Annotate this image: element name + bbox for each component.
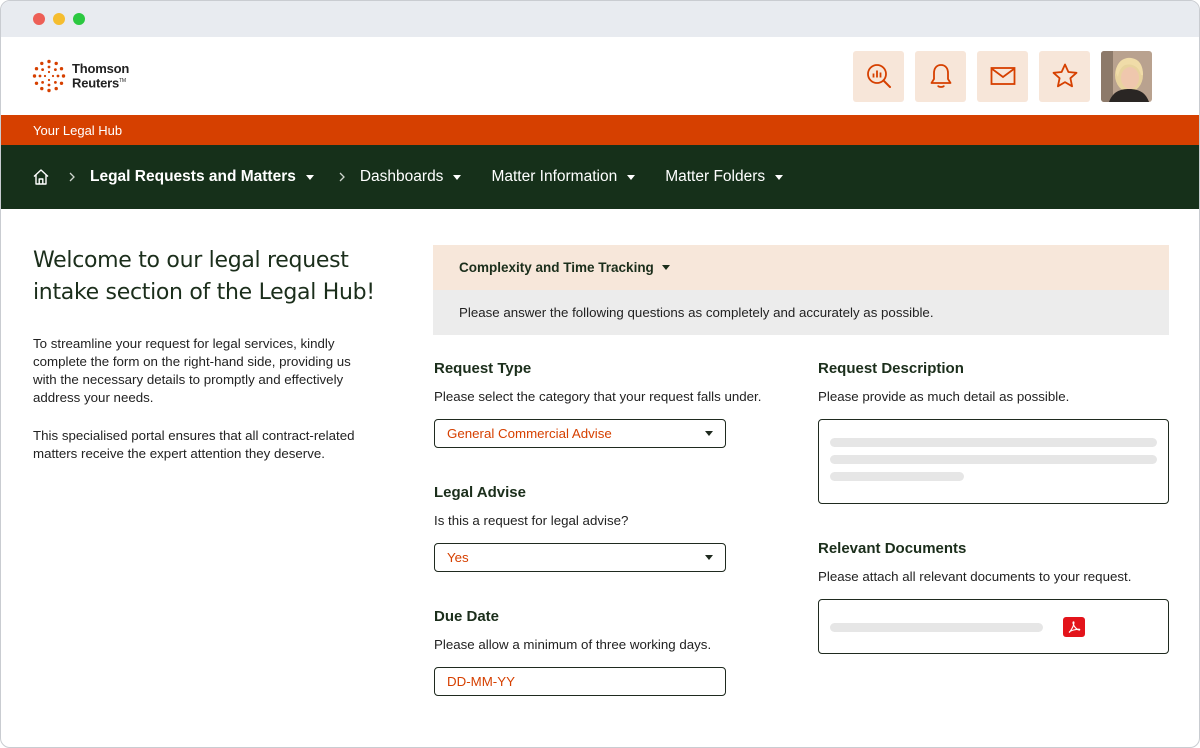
favorites-button[interactable] bbox=[1039, 51, 1090, 102]
relevant-documents-help: Please attach all relevant documents to your request. bbox=[818, 569, 1132, 584]
thomson-reuters-logo-icon bbox=[32, 59, 66, 93]
pdf-icon[interactable] bbox=[1063, 617, 1085, 637]
nav-home[interactable] bbox=[32, 168, 50, 186]
due-date-placeholder: DD-MM-YY bbox=[447, 674, 515, 689]
intro-paragraph-2: This specialised portal ensures that all contract-related matters receive the expert attention they deserve. bbox=[33, 428, 355, 461]
hub-title: Your Legal Hub bbox=[33, 122, 123, 138]
complexity-section-toggle[interactable] bbox=[433, 245, 1169, 290]
relevant-documents-upload[interactable] bbox=[818, 599, 1169, 654]
logo-trademark: TM bbox=[119, 77, 126, 84]
user-avatar-image bbox=[1101, 51, 1152, 102]
legal-advise-help: Is this a request for legal advise? bbox=[434, 513, 629, 528]
main-navigation bbox=[1, 145, 1199, 209]
legal-advise-value: Yes bbox=[447, 550, 469, 565]
hub-bar bbox=[1, 115, 1199, 145]
minimize-window-dot[interactable] bbox=[53, 13, 65, 25]
nav-item-label: Dashboards bbox=[359, 168, 444, 185]
caret-down-icon bbox=[306, 175, 314, 180]
instruction-text: Please answer the following questions as completely and accurately as possible. bbox=[459, 305, 934, 320]
due-date-help: Please allow a minimum of three working days. bbox=[434, 637, 712, 652]
request-description-textarea[interactable] bbox=[818, 419, 1169, 504]
nav-item-label: Legal Requests and Matters bbox=[90, 168, 296, 185]
placeholder-line bbox=[830, 438, 1157, 447]
request-type-help: Please select the category that your request falls under. bbox=[434, 389, 762, 404]
page-content bbox=[1, 209, 1199, 748]
thomson-reuters-logo[interactable] bbox=[32, 59, 129, 93]
mail-icon bbox=[989, 62, 1017, 90]
star-icon bbox=[1051, 62, 1079, 90]
relevant-documents-label: Relevant Documents bbox=[818, 540, 967, 557]
close-window-dot[interactable] bbox=[33, 13, 45, 25]
page-title: Welcome to our legal request intake section of the Legal Hub! bbox=[33, 248, 375, 305]
caret-down-icon bbox=[775, 175, 783, 180]
bell-icon bbox=[927, 62, 955, 90]
caret-down-icon bbox=[705, 555, 713, 560]
nav-item-label: Matter Information bbox=[491, 168, 618, 185]
nav-legal-requests-and-matters[interactable] bbox=[90, 168, 314, 186]
form-instruction bbox=[433, 290, 1169, 335]
legal-advise-label: Legal Advise bbox=[434, 484, 526, 501]
placeholder-line bbox=[830, 623, 1043, 632]
logo-line-2: Reuters bbox=[72, 75, 120, 91]
analytics-search-button[interactable] bbox=[853, 51, 904, 102]
due-date-label: Due Date bbox=[434, 608, 500, 625]
nav-matter-information[interactable] bbox=[491, 168, 635, 186]
search-chart-icon bbox=[865, 62, 893, 90]
caret-down-icon bbox=[627, 175, 635, 180]
intro-section bbox=[33, 245, 383, 463]
nav-item-label: Matter Folders bbox=[665, 168, 766, 185]
logo-wordmark bbox=[72, 60, 130, 91]
top-header bbox=[1, 37, 1199, 115]
legal-advise-select[interactable] bbox=[434, 543, 726, 572]
request-type-label: Request Type bbox=[434, 360, 532, 377]
breadcrumb-chevron-icon bbox=[338, 172, 346, 182]
pdf-glyph bbox=[1067, 620, 1081, 634]
window-titlebar bbox=[1, 1, 1199, 37]
messages-button[interactable] bbox=[977, 51, 1028, 102]
placeholder-line bbox=[830, 455, 1157, 464]
placeholder-line bbox=[830, 472, 964, 481]
section-title: Complexity and Time Tracking bbox=[459, 260, 654, 275]
header-actions bbox=[853, 51, 1152, 102]
request-description-help: Please provide as much detail as possible. bbox=[818, 389, 1070, 404]
nav-dashboards[interactable] bbox=[360, 168, 462, 186]
user-avatar[interactable] bbox=[1101, 51, 1152, 102]
logo-line-1: Thomson bbox=[72, 60, 130, 76]
request-type-value: General Commercial Advise bbox=[447, 426, 612, 441]
caret-down-icon bbox=[662, 265, 670, 270]
due-date-input[interactable] bbox=[434, 667, 726, 696]
request-description-label: Request Description bbox=[818, 360, 964, 377]
notifications-button[interactable] bbox=[915, 51, 966, 102]
nav-matter-folders[interactable] bbox=[665, 168, 783, 186]
maximize-window-dot[interactable] bbox=[73, 13, 85, 25]
request-type-select[interactable] bbox=[434, 419, 726, 448]
breadcrumb-chevron-icon bbox=[68, 172, 76, 182]
caret-down-icon bbox=[705, 431, 713, 436]
home-icon bbox=[32, 168, 50, 186]
caret-down-icon bbox=[453, 175, 461, 180]
intro-paragraph-1: To streamline your request for legal services, kindly complete the form on the right-hand side, providing us with the necessary details to promptly and effectively address your needs. bbox=[33, 336, 351, 405]
